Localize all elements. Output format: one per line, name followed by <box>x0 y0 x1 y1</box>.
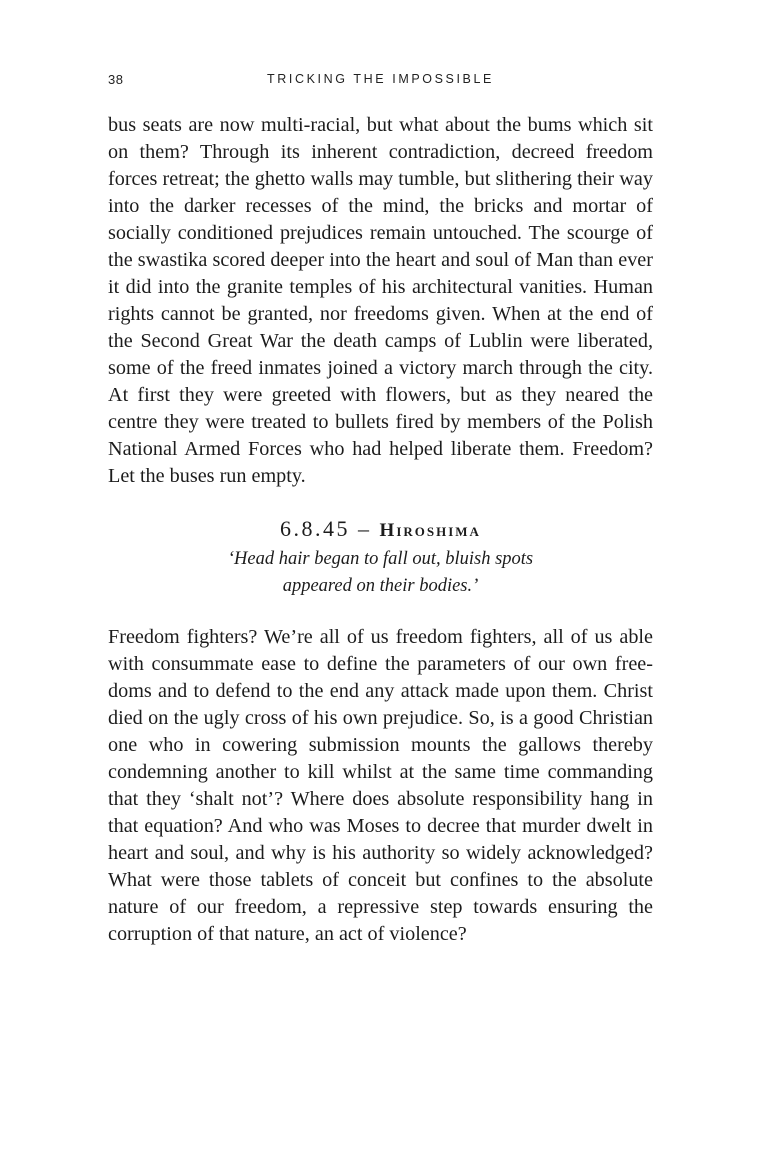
section-heading <box>108 514 653 546</box>
paragraph-1: bus seats are now multi-racial, but what about the bums which sit on them? Through its inherent contradiction, decreed freedom forces retreat; the ghetto walls may tumble, but slithering their way into the darker recesses of the mind, the bricks and mortar of socially conditioned prejudices remain untouched. The scourge of the swastika scored deeper into the heart and soul of Man than ever it did into the granite temples of his architectural vanities. Human rights cannot be granted, nor freedoms given. When at the end of the Second Great War the death camps of Lublin were liberated, some of the freed inmates joined a victory march through the city. At first they were greeted with flowers, but as they neared the centre they were treated to bullets fired by members of the Polish National Armed Forces who had helped liberate them. Freedom? Let the buses run empty. <box>108 114 653 487</box>
section-place: Hiroshima <box>379 520 481 541</box>
section-date: 6.8.45 – <box>280 516 372 541</box>
epigraph <box>108 546 653 600</box>
running-head <box>108 72 653 92</box>
book-title: TRICKING THE IMPOSSIBLE <box>267 72 494 86</box>
epigraph-line-1: ‘Head hair began to fall out, bluish spots <box>227 549 534 569</box>
paragraph-2: Freedom fighters? We’re all of us freedom fighters, all of us able with consummate ease to define the parameters of our own freedoms and to defend to the end any attack made upon them. Christ died on the ugly cross of his own prejudice. So, is a good Christian one who in cowering submission mounts the gallows thereby condemning another to kill whilst at the same time commanding that they ‘shalt not’? Where does absolute responsibility hang in that equation? And who was Moses to decree that murder dwelt in heart and soul, and why is his authority so widely acknowledged? What were those tablets of conceit but confines to the absolute nature of our freedom, a repressive step towards ensuring the corruption of that nature, an act of violence? <box>108 626 653 945</box>
page-number: 38 <box>108 72 124 87</box>
epigraph-line-2: appeared on their bodies.’ <box>282 576 479 596</box>
